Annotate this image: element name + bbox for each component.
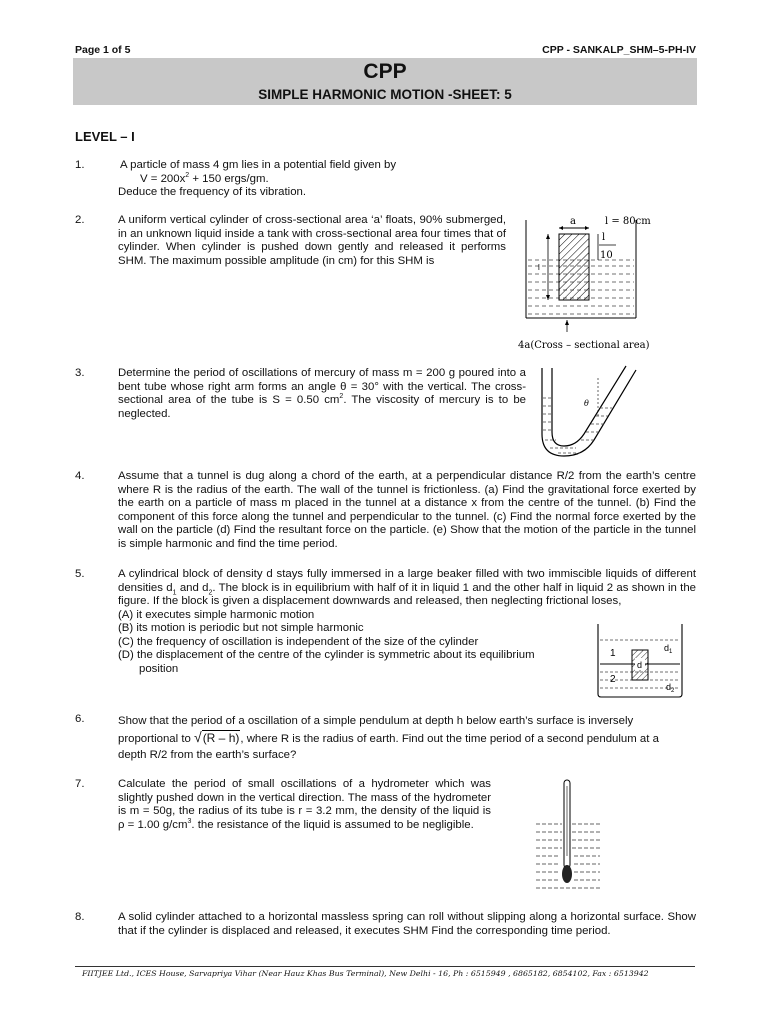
svg-text:l: l <box>538 263 540 272</box>
question-number: 5. <box>75 568 85 580</box>
option-d-continued: position <box>139 662 179 675</box>
question-text: Determine the period of oscillations of mercury of mass m = 200 g poured into a bent tube whose right arm forms an angle θ = 30° with the vertical. The cross-sectional area of the tube is S = 0.50 $cm^2$. The viscosity of mercury is to be neglected. <box>118 367 526 420</box>
hydrometer-figure <box>530 776 610 898</box>
question-text: Calculate the period of small oscillations of a hydrometer which was slightly pushed down in the vertical direction. The mass of the hydrometer is m = 50g, the radius of its tube is r = 3.2 mm, the density of the liquid is ρ = 1.00 $g/cm^3$. the resistance of the liquid is assumed to be negligible. <box>118 778 491 831</box>
figure-caption: 4a(Cross – sectional area) <box>518 340 650 351</box>
q1-line3: Deduce the frequency of its vibration. <box>118 186 307 198</box>
root-argument: (R – h) <box>202 731 240 745</box>
q1-line1: A particle of mass 4 gm lies in a potential field given by <box>120 159 397 171</box>
question-text <box>118 713 696 763</box>
question-number: 3. <box>75 367 85 379</box>
question-text <box>118 159 518 200</box>
block-label: d <box>637 660 643 670</box>
title-banner <box>73 58 697 105</box>
banner-title: CPP <box>363 60 407 83</box>
question-number: 4. <box>75 470 85 482</box>
q1-equation: $V = 200x^2 + 150$ ergs/gm. <box>140 171 269 185</box>
bent-tube-figure <box>536 364 646 460</box>
two-liquid-beaker-figure <box>594 620 686 700</box>
question-number: 2. <box>75 214 85 226</box>
question-text: A solid cylinder attached to a horizontal massless spring can roll without slipping along a horizontal surface. Show that if the cylinder is displaced and released, it executes SHM Find the corresponding time period. <box>118 911 696 937</box>
footer-divider <box>75 966 695 967</box>
density-2-label: $d_2$ <box>666 682 675 694</box>
label-a: a <box>570 216 576 227</box>
question-number: 7. <box>75 778 85 790</box>
liquid-2-label: 2 <box>610 674 616 685</box>
label-length: l = 80cm <box>605 216 651 227</box>
q6-line1: Show that the period of a oscillation of a simple pendulum at depth h below earth’s surface is inversely <box>118 715 634 727</box>
liquid-1-label: 1 <box>610 648 616 659</box>
option-b: (B) its motion is periodic but not simple harmonic <box>118 622 364 634</box>
banner-subtitle: SIMPLE HARMONIC MOTION -SHEET: 5 <box>258 87 512 102</box>
q5-stem: A cylindrical block of density d stays fully immersed in a large beaker filled with two immiscible liquids of different densities $d_1$ and $d_2$. The block is in equilibrium with half of it in liquid 1 and the other half in liquid 2 as shown in the figure. If the block is given a displacement downwards and released, then neglecting frictional loses, <box>118 568 696 607</box>
option-c: (C) the frequency of oscillation is independent of the size of the cylinder <box>118 635 479 648</box>
question-text: A uniform vertical cylinder of cross-sectional area ‘a’ floats, 90% submerged, in an unknown liquid inside a tank with cross-sectional area four times that of cylinder. When cylinder is pushed down gently and released it performs SHM. The maximum possible amplitude (in cm) for this SHM is <box>118 214 506 267</box>
option-a: (A) it executes simple harmonic motion <box>118 608 315 621</box>
footer-address: FIITJEE Ltd., ICES House, Sarvapriya Vihar (Near Hauz Khas Bus Terminal), New Delhi - 16, Ph : 6515949 , 6865182, 6854102, Fax : 6513942 <box>82 969 649 978</box>
question-text: Assume that a tunnel is dug along a chord of the earth, at a perpendicular distance R/2 from the earth’s centre where R is the radius of the earth. The wall of the tunnel is frictionless. (a) Find the gravitational force exerted by the earth on a particle of mass m placed in the tunnel at a distance x from the centre of the tunnel. (b) Find the component of this force along the tunnel and perpendicular to the tunnel. (c) Find the normal force exerted by the wall on the particle (d) Find the resultant force on the particle. (e) Show that the motion of the particle in the tunnel is simple harmonic and find the time period. <box>118 470 696 550</box>
page-number: Page 1 of 5 <box>75 44 131 56</box>
density-1-label: $d_1$ <box>664 643 673 655</box>
theta-label: θ <box>584 399 589 408</box>
document-code: CPP - SANKALP_SHM–5-PH-IV <box>542 44 696 56</box>
label-frac-den: 10 <box>600 250 613 261</box>
floating-cylinder-figure <box>518 210 698 355</box>
question-number: 8. <box>75 911 85 923</box>
question-number: 1. <box>75 159 85 171</box>
label-frac-num: l <box>602 232 606 243</box>
question-number: 6. <box>75 713 85 725</box>
q6-line2: proportional to √(R – h), where R is the radius of earth. Find out the time period of a second pendulum at a <box>118 729 659 745</box>
option-d: (D) the displacement of the centre of the cylinder is symmetric about its equilibrium <box>118 649 535 661</box>
q6-line3: depth R/2 from the earth’s surface? <box>118 749 297 761</box>
level-heading: LEVEL – I <box>75 129 135 144</box>
